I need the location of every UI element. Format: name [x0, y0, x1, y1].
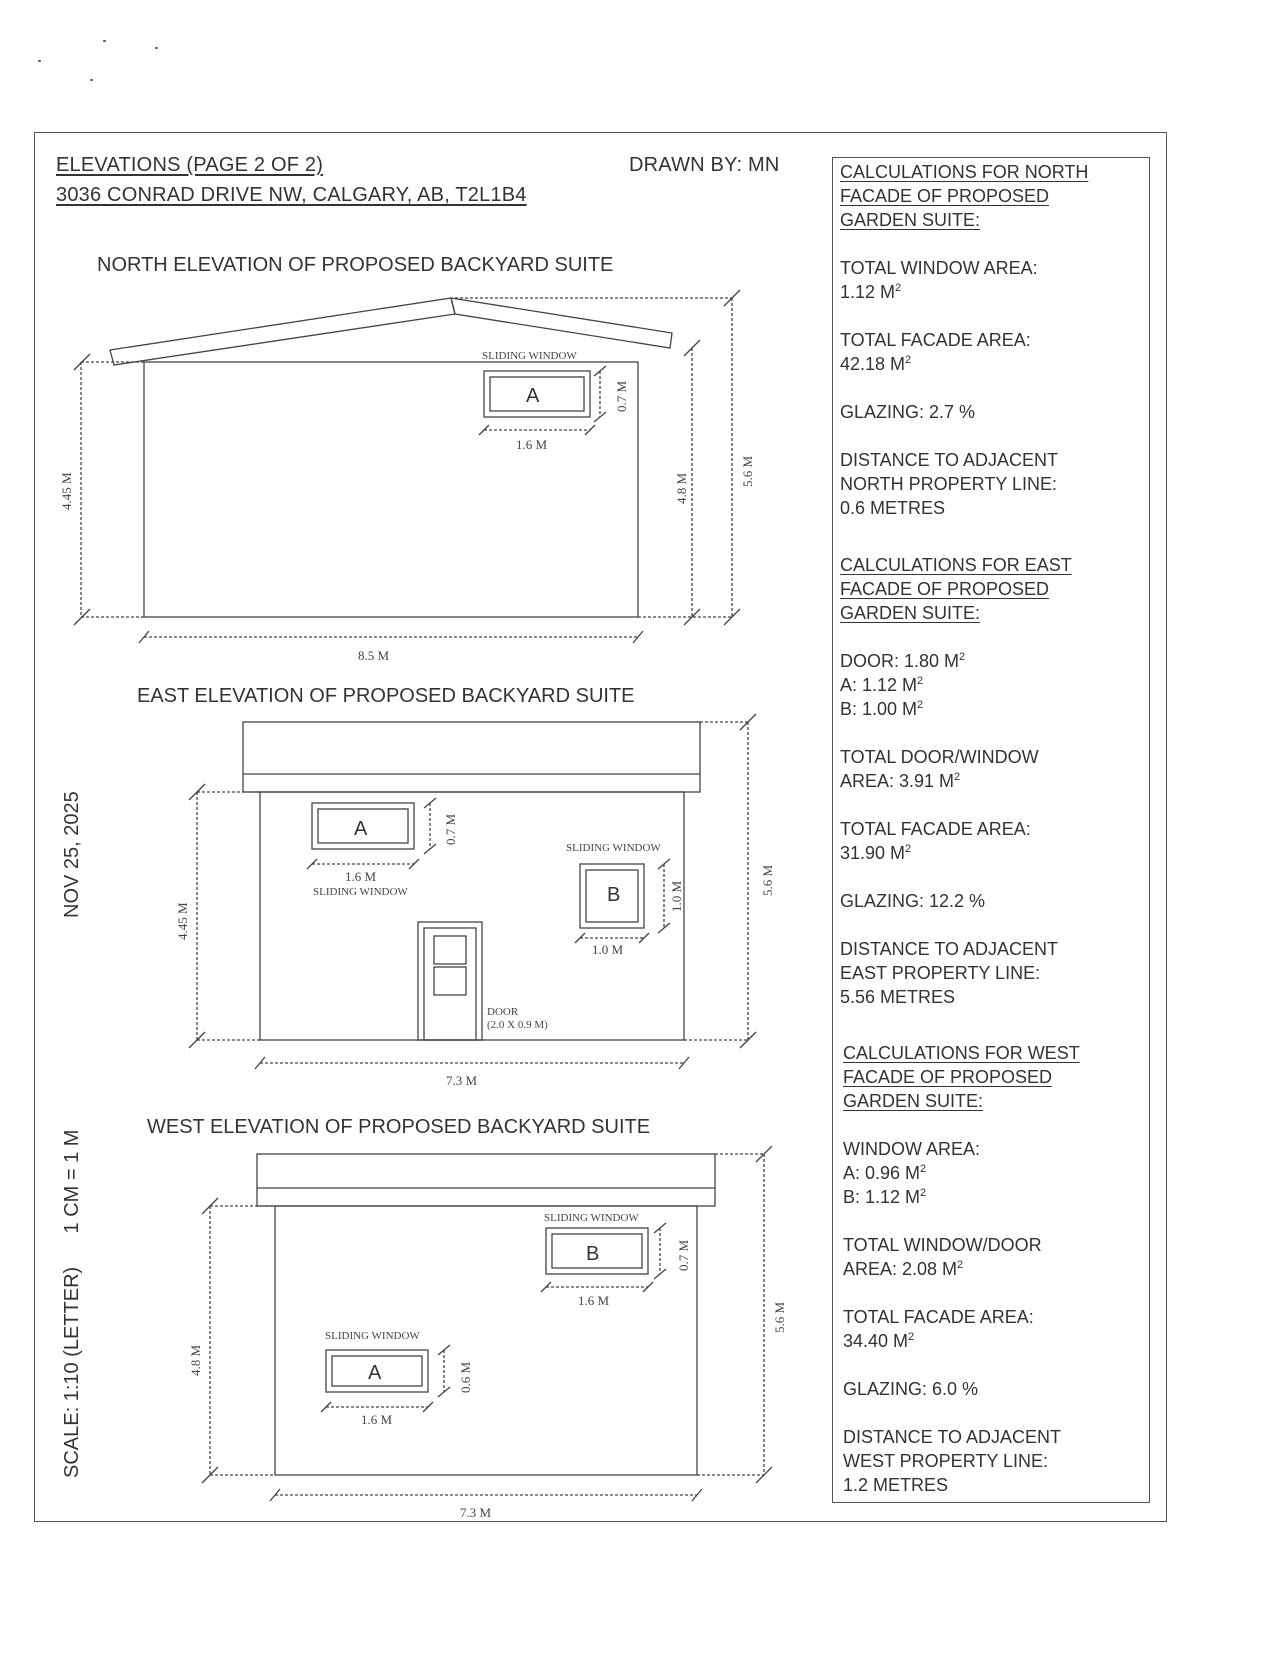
calc-west-heading-3: GARDEN SUITE:: [843, 1091, 984, 1111]
dim-tick: [658, 859, 670, 869]
west-window-b-height: 0.7 M: [676, 1239, 691, 1271]
site-address: 3036 CONRAD DRIVE NW, CALGARY, AB, T2L1B4: [56, 184, 527, 206]
drawing-date: NOV 25, 2025: [61, 791, 83, 918]
north-left-height: 4.45 M: [59, 472, 74, 510]
calc-west-facade-area-label: TOTAL FACADE AREA:: [843, 1307, 1034, 1327]
north-total-height: 5.6 M: [740, 455, 755, 487]
north-roof-left: [110, 298, 455, 365]
north-right-height: 4.8 M: [674, 472, 689, 504]
calc-north-heading-2: FACADE OF PROPOSED: [840, 186, 1050, 206]
dim-tick: [643, 1282, 653, 1292]
east-roof: [243, 722, 700, 792]
calc-east-total-dw-1: TOTAL DOOR/WINDOW: [840, 747, 1039, 767]
east-door-glass-lower: [434, 967, 466, 995]
dim-tick: [139, 631, 149, 643]
east-window-a-letter: A: [354, 818, 368, 840]
dim-tick: [692, 1489, 702, 1501]
calc-north-distance-1: DISTANCE TO ADJACENT: [840, 450, 1059, 470]
east-window-a-caption: SLIDING WINDOW: [313, 886, 408, 898]
calc-north-heading-3: GARDEN SUITE:: [840, 210, 981, 230]
east-window-a-width: 1.6 M: [345, 869, 377, 884]
dim-tick: [438, 1345, 450, 1355]
west-width: 7.3 M: [460, 1505, 492, 1520]
calc-east-distance-1: DISTANCE TO ADJACENT: [840, 939, 1059, 959]
calc-north-distance-3: 0.6 METRES: [840, 498, 946, 518]
calc-east-heading-1: CALCULATIONS FOR EAST: [840, 555, 1072, 575]
dim-tick: [270, 1489, 280, 1501]
dim-tick: [307, 859, 317, 869]
east-window-b-height: 1.0 M: [669, 880, 684, 912]
dim-tick: [409, 859, 419, 869]
dim-tick: [424, 798, 436, 808]
calc-north-heading-1: CALCULATIONS FOR NORTH: [840, 162, 1089, 182]
west-window-a-caption: SLIDING WINDOW: [325, 1330, 420, 1342]
calc-west-distance-3: 1.2 METRES: [843, 1475, 949, 1495]
north-elevation-title: NORTH ELEVATION OF PROPOSED BACKYARD SUITE: [97, 254, 614, 276]
dim-tick: [684, 609, 700, 625]
calc-west-distance-2: WEST PROPERTY LINE:: [843, 1451, 1049, 1471]
calc-west-heading-2: FACADE OF PROPOSED: [843, 1067, 1053, 1087]
calc-east-facade-area-label: TOTAL FACADE AREA:: [840, 819, 1031, 839]
east-window-b-caption: SLIDING WINDOW: [566, 842, 661, 854]
west-window-b-width: 1.6 M: [578, 1293, 610, 1308]
calc-north-window-area: 1.12 $M^2$: [840, 282, 902, 302]
east-door-inner: [424, 928, 476, 1040]
dim-tick: [575, 933, 585, 943]
calc-west-a: A: 0.96 $M^2$: [843, 1163, 927, 1183]
west-window-b-caption: SLIDING WINDOW: [544, 1212, 639, 1224]
sheet-title: ELEVATIONS (PAGE 2 OF 2): [56, 154, 324, 176]
north-window-caption: SLIDING WINDOW: [482, 350, 577, 362]
calc-east-heading-3: GARDEN SUITE:: [840, 603, 981, 623]
west-window-a-letter: A: [368, 1362, 382, 1384]
east-wall: [260, 792, 684, 1040]
calc-east-distance-3: 5.56 METRES: [840, 987, 956, 1007]
north-window-height: 0.7 M: [614, 380, 629, 412]
calc-east-total-dw-2: AREA: 3.91 $M^2$: [840, 771, 961, 791]
calc-east-distance-2: EAST PROPERTY LINE:: [840, 963, 1041, 983]
west-elevation: [147, 1116, 787, 1520]
east-width: 7.3 M: [446, 1073, 478, 1088]
north-window-width: 1.6 M: [516, 437, 548, 452]
east-window-b-width: 1.0 M: [592, 942, 624, 957]
calc-east-facade-area: 31.90 $M^2$: [840, 843, 912, 863]
calc-west-distance-1: DISTANCE TO ADJACENT: [843, 1427, 1062, 1447]
north-wall: [144, 362, 638, 617]
east-elevation-title: EAST ELEVATION OF PROPOSED BACKYARD SUITE: [137, 685, 635, 707]
calc-east-door: DOOR: 1.80 $M^2$: [840, 651, 966, 671]
east-door-label: DOOR: [487, 1006, 519, 1018]
east-door-glass-upper: [434, 936, 466, 964]
east-elevation: [137, 685, 775, 1088]
dim-tick: [594, 366, 606, 376]
calc-west-window-area-label: WINDOW AREA:: [843, 1139, 981, 1159]
calc-west-facade-area: 34.40 $M^2$: [843, 1331, 915, 1351]
calc-west-glazing: GLAZING: 6.0 %: [843, 1379, 979, 1399]
calc-north-glazing: GLAZING: 2.7 %: [840, 402, 976, 422]
drawn-by: DRAWN BY: MN: [629, 154, 780, 176]
dim-tick: [479, 425, 489, 435]
calc-west-total-wd-2: AREA: 2.08 $M^2$: [843, 1259, 964, 1279]
west-total-height: 5.6 M: [772, 1301, 787, 1333]
east-door: [418, 922, 482, 1040]
calc-north-distance-2: NORTH PROPERTY LINE:: [840, 474, 1058, 494]
calc-north-facade-area: 42.18 $M^2$: [840, 354, 912, 374]
calc-east: [840, 553, 1072, 1009]
east-window-a-height: 0.7 M: [443, 813, 458, 845]
calc-north-window-area-label: TOTAL WINDOW AREA:: [840, 258, 1038, 278]
dim-tick: [423, 1402, 433, 1412]
west-roof: [257, 1154, 715, 1206]
calc-north-facade-area-label: TOTAL FACADE AREA:: [840, 330, 1031, 350]
calc-east-heading-2: FACADE OF PROPOSED: [840, 579, 1050, 599]
calc-north: [840, 160, 1088, 520]
dim-tick: [255, 1057, 265, 1069]
dim-tick: [438, 1387, 450, 1397]
east-total-height: 5.6 M: [760, 864, 775, 896]
north-width: 8.5 M: [358, 648, 390, 663]
calc-west: [843, 1041, 1080, 1497]
calc-east-b: B: 1.00 $M^2$: [840, 699, 924, 719]
calc-west-total-wd-1: TOTAL WINDOW/DOOR: [843, 1235, 1042, 1255]
dim-tick: [541, 1282, 551, 1292]
calc-west-heading-1: CALCULATIONS FOR WEST: [843, 1043, 1080, 1063]
dim-tick: [724, 609, 740, 625]
east-wall-height: 4.45 M: [175, 902, 190, 940]
west-window-a-width: 1.6 M: [361, 1412, 393, 1427]
dim-tick: [654, 1223, 666, 1233]
dim-tick: [321, 1402, 331, 1412]
west-window-a-height: 0.6 M: [458, 1361, 473, 1393]
west-wall-height: 4.8 M: [188, 1344, 203, 1376]
north-elevation: [59, 254, 755, 663]
west-elevation-title: WEST ELEVATION OF PROPOSED BACKYARD SUITE: [147, 1116, 651, 1138]
east-door-size: (2.0 X 0.9 M): [487, 1019, 548, 1031]
north-roof-right: [451, 298, 672, 348]
calc-east-a: A: 1.12 $M^2$: [840, 675, 924, 695]
north-window-a-letter: A: [526, 385, 540, 407]
west-window-b-letter: B: [586, 1243, 600, 1265]
drawing-scale: SCALE: 1:10 (LETTER) 1 CM = 1 M: [61, 1129, 83, 1478]
calc-east-glazing: GLAZING: 12.2 %: [840, 891, 986, 911]
east-window-b-letter: B: [607, 884, 621, 906]
calc-west-b: B: 1.12 $M^2$: [843, 1187, 927, 1207]
